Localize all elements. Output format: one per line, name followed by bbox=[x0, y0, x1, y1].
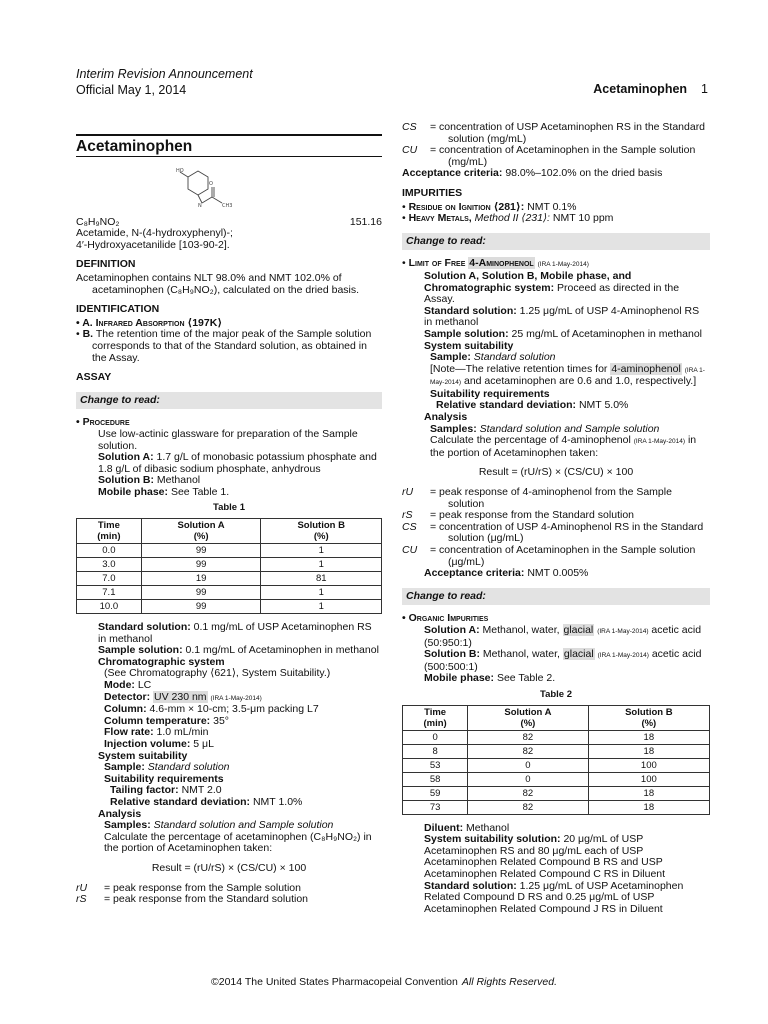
change-to-read-banner-2: Change to read: bbox=[402, 588, 710, 606]
left-column bbox=[76, 134, 382, 906]
standard-solution: Standard solution: 0.1 mg/mL of USP Acetaminophen RS in methanol bbox=[98, 621, 372, 645]
table2-caption: Table 2 bbox=[539, 688, 573, 700]
cas-name: 4′-Hydroxyacetanilide [103-90-2]. bbox=[76, 238, 230, 251]
heavy-metals: • Heavy Metals, Method II ⟨231⟩: NMT 10 ppm bbox=[402, 213, 710, 225]
running-title: Acetaminophen bbox=[593, 82, 688, 96]
injection-volume: Injection volume: 5 μL bbox=[104, 738, 214, 750]
tailing-factor: Tailing factor: NMT 2.0 bbox=[110, 784, 222, 797]
table1-cell: 1 bbox=[261, 600, 382, 614]
lof-sample-solution: Sample solution: 25 mg/mL of Acetaminophen in methanol bbox=[424, 327, 702, 340]
copyright-text: ©2014 The United States Pharmacopeial Convention bbox=[211, 976, 458, 988]
table1-cell: 0.0 bbox=[77, 544, 142, 558]
table1-header-0: Time (min) bbox=[77, 519, 142, 544]
lof-note: [Note—The relative retention times for 4-aminophenol (IRA 1-May-2014) and acetaminophen are 0.6 and 1.0, respectively.] bbox=[430, 362, 705, 388]
svg-text:O: O bbox=[209, 180, 213, 187]
column-temperature: Column temperature: 35° bbox=[104, 714, 229, 727]
table1-cell: 10.0 bbox=[77, 600, 142, 614]
suitability-requirements: Suitability requirements bbox=[104, 772, 224, 785]
sample-solution: Sample solution: 0.1 mg/mL of Acetaminophen in methanol bbox=[98, 644, 379, 657]
table1-cell: 3.0 bbox=[77, 558, 142, 572]
column: Column: 4.6-mm × 10-cm; 3.5-μm packing L7 bbox=[104, 703, 319, 716]
page-number: 1 bbox=[701, 82, 708, 96]
solution-a: Solution A: 1.7 g/L of monobasic potassium phosphate and 1.8 g/L of dibasic sodium phosphate, anhydrous bbox=[98, 451, 377, 475]
oi-mobile-phase: Mobile phase: See Table 2. bbox=[424, 672, 556, 685]
table2-cell: 8 bbox=[403, 744, 468, 758]
diluent: Diluent: Methanol bbox=[424, 821, 510, 834]
lof-solutions: Solution A, Solution B, Mobile phase, and Chromatographic system: Proceed as directed in the Assay. bbox=[424, 269, 680, 306]
table1-row bbox=[77, 558, 382, 572]
oi-standard-solution: Standard solution: 1.25 μg/mL of USP Acetaminophen Related Compound D RS and 0.25 μg/mL of USP Acetaminophen Related Compound J RS in Diluent bbox=[424, 879, 684, 915]
identification-heading: IDENTIFICATION bbox=[76, 303, 160, 316]
official-date: Official May 1, 2014 bbox=[76, 83, 187, 97]
lof-standard-solution: Standard solution: 1.25 μg/mL of USP 4-Aminophenol RS in methanol bbox=[424, 304, 700, 329]
limit-free-aminophenol-heading: • Limit of Free 4-Aminophenol (IRA 1-May-2014) bbox=[402, 258, 710, 271]
svg-text:N: N bbox=[198, 202, 202, 209]
table2-row bbox=[403, 744, 710, 758]
table1-header-2: Solution B (%) bbox=[261, 519, 382, 544]
table1-cell: 99 bbox=[141, 586, 261, 600]
lof-system-suitability: System suitability bbox=[424, 339, 514, 352]
lof-analysis-calc: Calculate the percentage of 4-aminophenol (IRA 1-May-2014) in the portion of Acetaminophen taken: bbox=[430, 434, 697, 459]
table1-cell: 1 bbox=[261, 544, 382, 558]
table1-row bbox=[77, 544, 382, 558]
chemical-structure-image bbox=[176, 161, 276, 213]
table2-cell: 18 bbox=[588, 730, 709, 744]
lof-def-rs: rS = peak response from the Standard solution bbox=[402, 509, 635, 522]
table2-cell: 18 bbox=[588, 800, 709, 814]
system-suitability: System suitability bbox=[98, 749, 188, 762]
table2-header-0: Time (min) bbox=[403, 705, 468, 730]
chromatography-ref: (See Chromatography ⟨621⟩, System Suitability.) bbox=[104, 667, 331, 680]
oi-system-suitability-solution: System suitability solution: 20 μg/mL of USP Acetaminophen RS and 80 μg/mL each of USP Acetaminophen Related Compound B RS and USP Acetaminophen Related Compound C RS in Diluent bbox=[424, 833, 666, 880]
table2-cell: 82 bbox=[468, 744, 588, 758]
table1-row bbox=[77, 600, 382, 614]
table1-cell: 99 bbox=[141, 600, 261, 614]
molecular-weight: 151.16 bbox=[349, 215, 382, 228]
table2-cell: 0 bbox=[468, 772, 588, 786]
lof-def-cs: CS = concentration of USP 4-Aminophenol RS in the Standard solution (μg/mL) bbox=[402, 520, 704, 545]
table2-cell: 59 bbox=[403, 786, 468, 800]
definition-text: Acetaminophen contains NLT 98.0% and NMT 102.0% of acetaminophen (C₈H₉NO₂), calculated on the dried basis. bbox=[76, 271, 360, 296]
table2-cell: 18 bbox=[588, 786, 709, 800]
change-to-read-banner: Change to read: bbox=[76, 392, 382, 410]
table1-cell: 99 bbox=[141, 558, 261, 572]
procedure-heading: • Procedure bbox=[76, 417, 382, 429]
chromatographic-system: Chromatographic system bbox=[98, 655, 225, 668]
monograph-title: Acetaminophen bbox=[76, 134, 382, 157]
def-cs: CS = concentration of USP Acetaminophen RS in the Standard solution (mg/mL) bbox=[402, 121, 706, 145]
table1-row bbox=[77, 572, 382, 586]
table2-cell: 58 bbox=[403, 772, 468, 786]
table1-caption: Table 1 bbox=[212, 502, 246, 514]
table2-row bbox=[403, 786, 710, 800]
table2-row bbox=[403, 730, 710, 744]
def-rs: rS = peak response from the Standard solution bbox=[76, 893, 309, 906]
table2-cell: 100 bbox=[588, 772, 709, 786]
table1-cell: 7.0 bbox=[77, 572, 142, 586]
table2-row bbox=[403, 772, 710, 786]
right-column bbox=[402, 122, 710, 915]
table2 bbox=[402, 705, 710, 815]
identification-a: • A. Infrared Absorption ⟨197K⟩ bbox=[76, 318, 382, 330]
page-header-left bbox=[76, 66, 253, 98]
lof-analysis-samples: Samples: Standard solution and Sample solution bbox=[430, 422, 660, 435]
relative-std-dev: Relative standard deviation: NMT 1.0% bbox=[110, 795, 303, 808]
table1-cell: 1 bbox=[261, 558, 382, 572]
def-ru: rU = peak response from the Sample solution bbox=[76, 881, 301, 894]
table2-cell: 18 bbox=[588, 744, 709, 758]
procedure-text: Use low-actinic glassware for preparation of the Sample solution. bbox=[98, 427, 358, 452]
lof-acceptance: Acceptance criteria: NMT 0.005% bbox=[424, 567, 589, 580]
announcement-label: Interim Revision Announcement bbox=[76, 67, 253, 81]
oi-solution-b: Solution B: Methanol, water, glacial (IRA 1-May-2014) acetic acid (500:500:1) bbox=[424, 648, 702, 673]
lof-analysis-heading: Analysis bbox=[424, 411, 468, 424]
acceptance-criteria: Acceptance criteria: 98.0%–102.0% on the dried basis bbox=[402, 167, 663, 180]
residue-on-ignition: • Residue on Ignition ⟨281⟩: NMT 0.1% bbox=[402, 202, 710, 214]
table2-cell: 0 bbox=[468, 758, 588, 772]
flow-rate: Flow rate: 1.0 mL/min bbox=[104, 726, 209, 739]
table2-cell: 100 bbox=[588, 758, 709, 772]
table2-cell: 0 bbox=[403, 730, 468, 744]
lof-suitability-requirements: Suitability requirements bbox=[430, 387, 550, 400]
table1-cell: 7.1 bbox=[77, 586, 142, 600]
detector: Detector: UV 230 nm (IRA 1-May-2014) bbox=[104, 690, 262, 703]
analysis-heading: Analysis bbox=[98, 807, 142, 820]
definition-heading: DEFINITION bbox=[76, 258, 136, 271]
result-formula: Result = (rU/rS) × (CS/CU) × 100 bbox=[151, 861, 307, 874]
page-footer bbox=[0, 976, 768, 988]
change-to-read-banner: Change to read: bbox=[402, 233, 710, 251]
table1-cell: 1 bbox=[261, 586, 382, 600]
svg-text:HO: HO bbox=[176, 167, 184, 174]
analysis-calc: Calculate the percentage of acetaminophen (C₈H₉NO₂) in the portion of Acetaminophen taken: bbox=[104, 830, 372, 855]
table1-header-1: Solution A (%) bbox=[141, 519, 261, 544]
table2-row bbox=[403, 800, 710, 814]
assay-heading: ASSAY bbox=[76, 371, 112, 384]
solution-b: Solution B: Methanol bbox=[98, 474, 201, 487]
table2-row bbox=[403, 758, 710, 772]
mobile-phase: Mobile phase: See Table 1. bbox=[98, 485, 230, 498]
table2-header-1: Solution A (%) bbox=[468, 705, 588, 730]
oi-solution-a: Solution A: Methanol, water, glacial (IRA 1-May-2014) acetic acid (50:950:1) bbox=[424, 623, 702, 649]
analysis-samples: Samples: Standard solution and Sample solution bbox=[104, 819, 334, 832]
lof-relative-std-dev: Relative standard deviation: NMT 5.0% bbox=[436, 399, 629, 412]
lof-def-cu: CU = concentration of Acetaminophen in the Sample solution (μg/mL) bbox=[402, 544, 696, 568]
molecular-formula: C₈H₉NO₂ bbox=[76, 215, 120, 228]
mode: Mode: LC bbox=[104, 679, 152, 692]
organic-impurities-heading: • Organic Impurities bbox=[402, 613, 710, 625]
suitability-sample: Sample: Standard solution bbox=[104, 761, 230, 774]
lof-def-ru: rU = peak response of 4-aminophenol from the Sample solution bbox=[402, 486, 672, 510]
table2-cell: 73 bbox=[403, 800, 468, 814]
table2-cell: 82 bbox=[468, 786, 588, 800]
page-header-right bbox=[593, 82, 708, 96]
table1-cell: 81 bbox=[261, 572, 382, 586]
impurities-heading: IMPURITIES bbox=[402, 186, 463, 199]
svg-text:CH3: CH3 bbox=[222, 202, 233, 209]
lof-suitability-sample: Sample: Standard solution bbox=[430, 351, 556, 364]
chemical-name: Acetamide, N-(4-hydroxyphenyl)-; bbox=[76, 227, 233, 240]
table1 bbox=[76, 518, 382, 614]
identification-b: • B. The retention time of the major peak of the Sample solution corresponds to that of the Standard solution, as obtained in the Assay. bbox=[76, 329, 382, 364]
table2-cell: 82 bbox=[468, 800, 588, 814]
lof-result-formula: Result = (rU/rS) × (CS/CU) × 100 bbox=[478, 466, 634, 479]
rights-text: All Rights Reserved. bbox=[461, 976, 557, 988]
table2-cell: 53 bbox=[403, 758, 468, 772]
table1-row bbox=[77, 586, 382, 600]
table1-cell: 99 bbox=[141, 544, 261, 558]
def-cu: CU = concentration of Acetaminophen in the Sample solution (mg/mL) bbox=[402, 144, 696, 168]
table1-cell: 19 bbox=[141, 572, 261, 586]
table2-header-2: Solution B (%) bbox=[588, 705, 709, 730]
table2-cell: 82 bbox=[468, 730, 588, 744]
